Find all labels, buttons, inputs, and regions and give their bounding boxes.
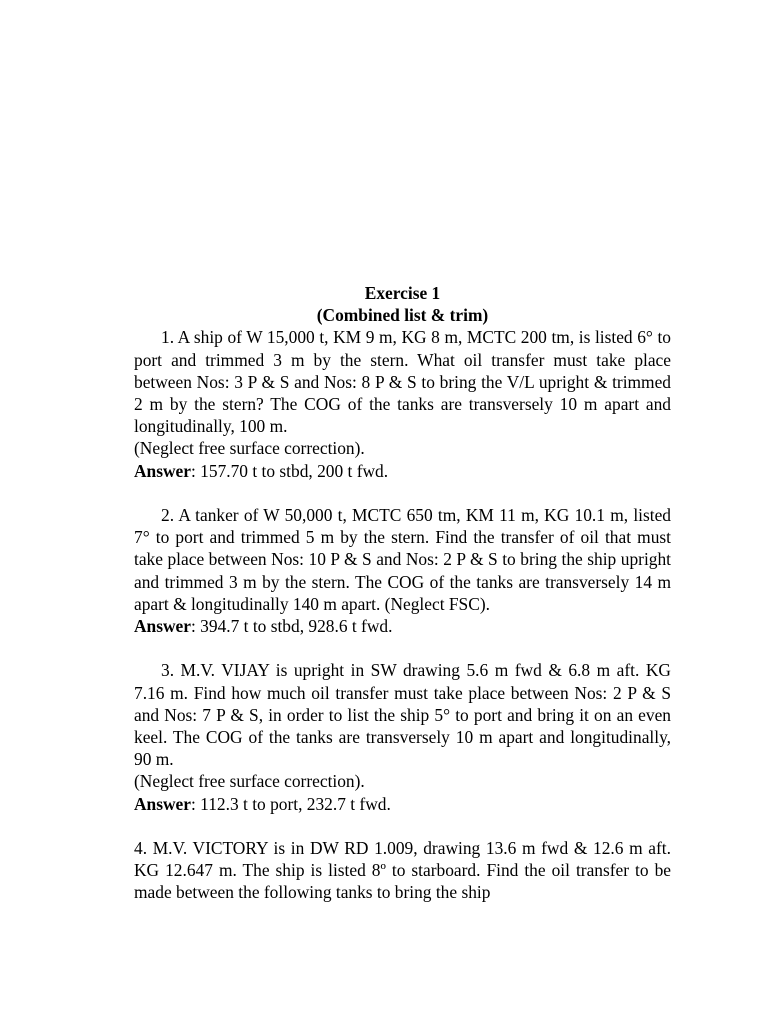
question-3	[134, 659, 671, 814]
paragraph-gap	[134, 482, 671, 504]
exercise-subtitle: (Combined list & trim)	[316, 305, 489, 326]
question-text: 2. A tanker of W 50,000 t, MCTC 650 tm, KM 11 m, KG 10.1 m, listed 7° to port and trimmed 5 m by the stern. Find the transfer of oil that must take place between Nos: 10 P & S and Nos: 2 P & S to bring the ship upright and trimmed 3 m by the stern. The COG of the tanks are transversely 14 m apart & longitudinally 140 m apart. (Neglect FSC).	[134, 505, 671, 614]
answer-label: Answer	[134, 616, 191, 637]
answer-value: : 112.3 t to port, 232.7 t fwd.	[191, 793, 391, 814]
answer-value: : 157.70 t to stbd, 200 t fwd.	[191, 460, 389, 481]
paragraph-gap	[134, 637, 671, 659]
question-note: (Neglect free surface correction).	[134, 771, 365, 792]
question-note: (Neglect free surface correction).	[134, 438, 365, 459]
answer-line	[134, 460, 671, 482]
question-4	[134, 837, 671, 904]
question-text: 3. M.V. VIJAY is upright in SW drawing 5.6 m fwd & 6.8 m aft. KG 7.16 m. Find how much oil transfer must take place between Nos: 2 P & S and Nos: 7 P & S, in order to list the ship 5° to port and bring it on an even keel. The COG of the tanks are transversely 10 m apart and longitudinally, 90 m.	[134, 660, 671, 770]
answer-line	[134, 615, 671, 637]
answer-label: Answer	[134, 793, 191, 814]
answer-value: : 394.7 t to stbd, 928.6 t fwd.	[191, 616, 393, 637]
question-1	[134, 326, 671, 481]
paragraph-gap	[134, 815, 671, 837]
question-text: 1. A ship of W 15,000 t, KM 9 m, KG 8 m, MCTC 200 tm, is listed 6° to port and trimmed 3 m by the stern. What oil transfer must take place between Nos: 3 P & S and Nos: 8 P & S to bring the V/L upright & trimmed 2 m by the stern? The COG of the tanks are transversely 10 m apart and longitudinally, 100 m.	[134, 327, 671, 437]
question-text: 4. M.V. VICTORY is in DW RD 1.009, drawing 13.6 m fwd & 12.6 m aft. KG 12.647 m. The ship is listed 8º to starboard. Find the oil transfer to be made between the following tanks to bring the ship	[134, 838, 671, 903]
question-2	[134, 504, 671, 637]
answer-label: Answer	[134, 460, 191, 481]
document-page	[134, 282, 671, 904]
answer-line	[134, 793, 671, 815]
exercise-title: Exercise 1	[364, 283, 441, 303]
